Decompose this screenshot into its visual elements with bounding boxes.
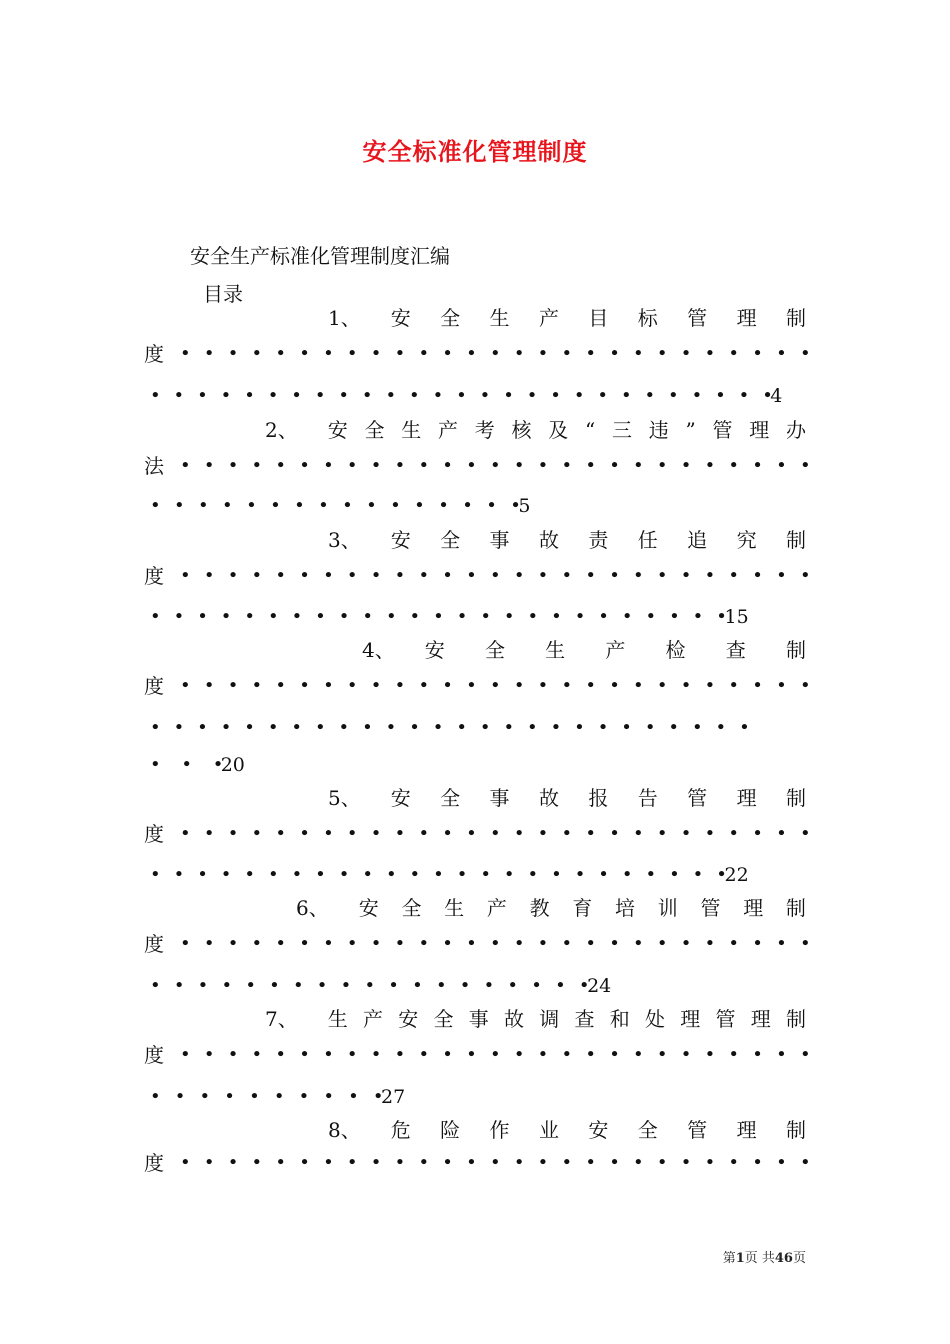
toc-entry-number: 4: [362, 638, 375, 662]
toc-entry-end-char: 度: [144, 932, 164, 956]
toc-entry-name: 安 全 事 故 报 告 管 理 制: [390, 786, 806, 810]
toc-entry-number: 5: [328, 786, 341, 810]
toc-entry-continuation-line: [150, 1082, 812, 1112]
toc-entry-separator: 、: [340, 786, 361, 810]
toc-entry-end-char: 度: [144, 342, 164, 366]
leader-dots: • • • • • • • • • • • • • • • • • • • • • • • • •: [150, 606, 727, 627]
toc-entry-continuation-line: [150, 971, 812, 1001]
toc-entry-dots-line: [144, 671, 811, 701]
toc-entry-dots-line: [144, 339, 811, 369]
toc-entry-continuation-line: [150, 713, 812, 743]
toc-entry-dots-line: [144, 819, 811, 849]
toc-entry-dots-line: [144, 929, 811, 959]
toc-entry-title-line[interactable]: [328, 783, 806, 813]
leader-dots: • • • • • • • • • • • • • • • • • • • • • • • • • • •: [180, 1044, 811, 1065]
toc-entry-name: 安 全 生 产 教 育 培 训 管 理 制: [358, 896, 806, 920]
toc-entry-continuation-line: [150, 491, 812, 521]
toc-entry-separator: 、: [308, 896, 329, 920]
toc-entry-continuation-line: [150, 750, 812, 780]
toc-entry-title-line[interactable]: [265, 1004, 806, 1034]
toc-entry-title-line[interactable]: [296, 893, 806, 923]
toc-entry-number: 1: [328, 306, 341, 330]
document-title: 安全标准化管理制度: [362, 137, 588, 166]
leader-dots: • • • • • • • • • • • • • • • • • • • • • • • • • • •: [180, 343, 811, 364]
leader-dots: • • •: [150, 754, 224, 775]
footer-total-pages: 46: [774, 1251, 793, 1266]
toc-entry-separator: 、: [374, 638, 395, 662]
toc-entry-name: 安 全 事 故 责 任 追 究 制: [390, 528, 806, 552]
toc-entry-end-char: 度: [144, 564, 164, 588]
toc-entry-separator: 、: [340, 528, 361, 552]
leader-dots: • • • • • • • • • • • • • • • • • • • • • • • • • • •: [180, 675, 811, 696]
toc-entry-separator: 、: [340, 1118, 361, 1142]
toc-entry-page-number: 22: [724, 864, 749, 886]
toc-entry-continuation-line: [150, 860, 812, 890]
document-subtitle: 安全生产标准化管理制度汇编: [190, 244, 450, 268]
toc-entry-page-number: 20: [220, 754, 245, 776]
toc-entry-end-char: 度: [144, 1043, 164, 1067]
footer-current-page: 1: [735, 1251, 745, 1266]
toc-entry-dots-line: [144, 561, 811, 591]
toc-entry-page-number: 24: [587, 975, 612, 997]
leader-dots: • • • • • • • • • • • • • • • • • • • • • • • • •: [150, 864, 727, 885]
toc-entry-number: 8: [328, 1118, 341, 1142]
toc-entry-end-char: 法: [144, 454, 164, 478]
toc-entry-page-number: 27: [381, 1086, 406, 1108]
leader-dots: • • • • • • • • • • • • • • • • • • • • • • • • • • •: [180, 565, 811, 586]
toc-entry-number: 2: [265, 418, 278, 442]
footer-suffix: 页: [792, 1251, 806, 1266]
toc-entry-page-number: 15: [724, 606, 749, 628]
footer-prefix: 第: [722, 1251, 736, 1266]
toc-entry-dots-line: [144, 451, 811, 481]
toc-entry-number: 3: [328, 528, 341, 552]
toc-entry-title-line[interactable]: [328, 525, 806, 555]
leader-dots: • • • • • • • • • • • • • • • • • • • • • • • • • • •: [180, 823, 811, 844]
leader-dots: • • • • • • • • • • • • • • • • • • • • • • • • • • •: [150, 385, 773, 406]
leader-dots: • • • • • • • • • • • • • • • • • • • • • • • • • • •: [180, 1152, 811, 1173]
leader-dots: • • • • • • • • • • • • • • • • • • • • • • • • • •: [150, 717, 750, 738]
toc-entry-page-number: 4: [770, 385, 783, 407]
leader-dots: • • • • • • • • • • • • • • • • • • • • • • • • • • •: [180, 933, 811, 954]
toc-entry-title-line[interactable]: [265, 415, 806, 445]
leader-dots: • • • • • • • • • • • • • • • • • • • • • • • • • • •: [180, 455, 811, 476]
toc-entry-dots-line: [144, 1148, 811, 1178]
footer-middle: 页 共: [744, 1251, 775, 1266]
leader-dots: • • • • • • • • • • • • • • • • • • •: [150, 975, 590, 996]
toc-entry-name: 安 全 生 产 考 核 及 “ 三 违 ” 管 理 办: [327, 418, 806, 442]
toc-entry-name: 生 产 安 全 事 故 调 查 和 处 理 管 理 制: [327, 1007, 806, 1031]
toc-entry-separator: 、: [277, 418, 298, 442]
leader-dots: • • • • • • • • • •: [150, 1086, 384, 1107]
toc-entry-separator: 、: [277, 1007, 298, 1031]
toc-entry-title-line[interactable]: [328, 1115, 806, 1145]
toc-entry-continuation-line: [150, 602, 812, 632]
toc-label: 目录: [203, 282, 243, 306]
toc-entry-number: 7: [265, 1007, 278, 1031]
toc-entry-end-char: 度: [144, 1151, 164, 1175]
toc-entry-end-char: 度: [144, 674, 164, 698]
toc-entry-end-char: 度: [144, 822, 164, 846]
toc-entry-separator: 、: [340, 306, 361, 330]
toc-entry-number: 6: [296, 896, 309, 920]
toc-entry-title-line[interactable]: [328, 303, 806, 333]
toc-entry-name: 安 全 生 产 检 查 制: [424, 638, 806, 662]
toc-entry-continuation-line: [150, 381, 812, 411]
toc-entry-dots-line: [144, 1040, 811, 1070]
toc-entry-name: 危 险 作 业 安 全 管 理 制: [390, 1118, 806, 1142]
toc-entry-title-line[interactable]: [362, 635, 806, 665]
page-footer: [700, 1247, 806, 1266]
leader-dots: • • • • • • • • • • • • • • • •: [150, 495, 521, 516]
toc-entry-name: 安 全 生 产 目 标 管 理 制: [390, 306, 806, 330]
toc-entry-page-number: 5: [518, 495, 531, 517]
